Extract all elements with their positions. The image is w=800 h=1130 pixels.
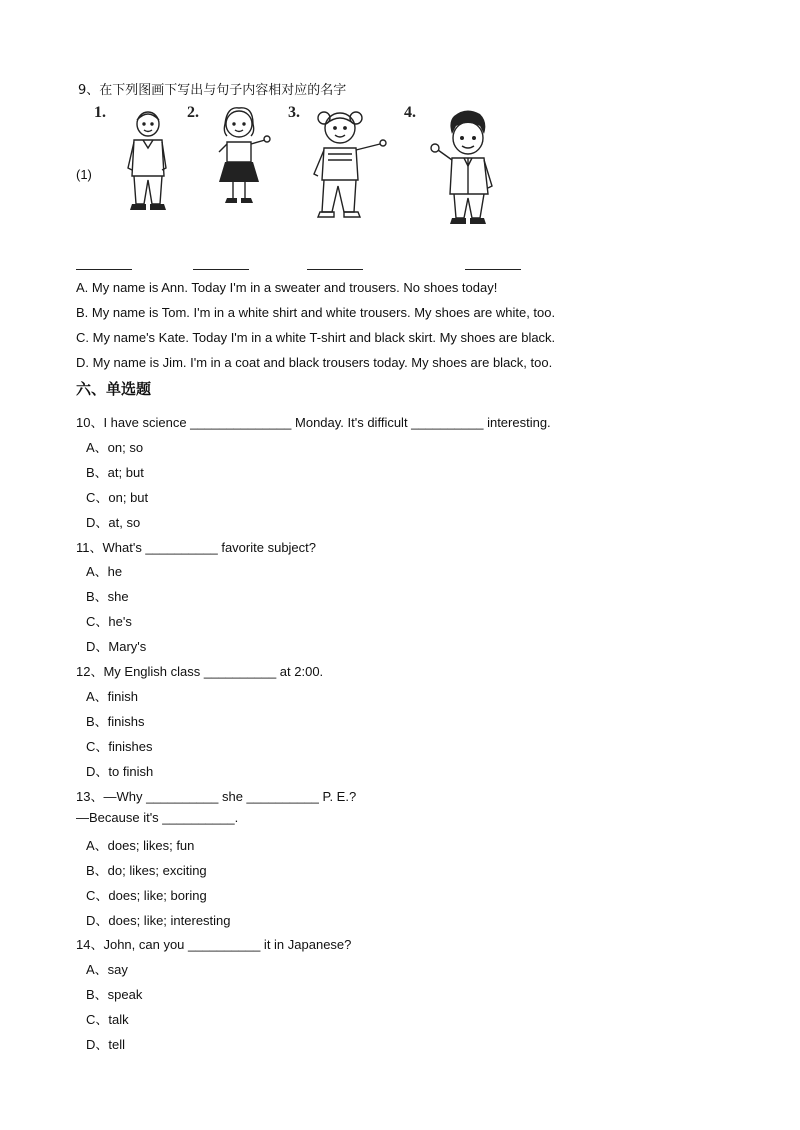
question-10-choice-d[interactable]: D、at, so (86, 515, 141, 530)
question-11-choice-d[interactable]: D、Mary's (86, 639, 147, 654)
question-11-choice-a[interactable]: A、he (86, 564, 123, 579)
question-13-choice-a[interactable]: A、does; likes; fun (86, 838, 195, 853)
q9-option-d: D. My name is Jim. I'm in a coat and black trousers today. My shoes are black, too. (76, 355, 553, 370)
figure-2-number: 2. (187, 104, 199, 121)
figure-2 (187, 104, 277, 222)
answer-blank-3[interactable] (307, 268, 363, 270)
question-10-stem: 10、I have science ______________ Monday. It's difficult __________ interesting. (76, 415, 551, 430)
boy-in-coat-illustration (404, 104, 514, 228)
answer-blank-1[interactable] (76, 268, 132, 270)
figure-3-number: 3. (288, 104, 300, 121)
boy-in-white-shirt-illustration (94, 104, 184, 222)
answer-blank-2[interactable] (193, 268, 249, 270)
question-14-choice-a[interactable]: A、say (86, 962, 128, 977)
sub-question-label: (1) (76, 167, 92, 182)
q9-option-a: A. My name is Ann. Today I'm in a sweater and trousers. No shoes today! (76, 280, 498, 295)
question-12-choice-d[interactable]: D、to finish (86, 764, 154, 779)
question-11-stem: 11、What's __________ favorite subject? (76, 540, 317, 555)
question-13-choice-d[interactable]: D、does; like; interesting (86, 913, 231, 928)
question-10-choice-b[interactable]: B、at; but (86, 465, 144, 480)
section-title: 六、单选题 (76, 380, 152, 398)
question-10-choice-a[interactable]: A、on; so (86, 440, 144, 455)
girl-in-black-skirt-illustration (187, 104, 277, 222)
question-12-choice-a[interactable]: A、finish (86, 689, 139, 704)
figure-3 (288, 104, 398, 224)
question-11-choice-c[interactable]: C、he's (86, 614, 132, 629)
question-11-choice-b[interactable]: B、she (86, 589, 129, 604)
q9-option-b: B. My name is Tom. I'm in a white shirt and white trousers. My shoes are white, too. (76, 305, 556, 320)
question-12-choice-c[interactable]: C、finishes (86, 739, 153, 754)
q9-option-c: C. My name's Kate. Today I'm in a white T-shirt and black skirt. My shoes are black. (76, 330, 556, 345)
question-14-choice-c[interactable]: C、talk (86, 1012, 129, 1027)
question-14-choice-d[interactable]: D、tell (86, 1037, 126, 1052)
question-12-stem: 12、My English class __________ at 2:00. (76, 664, 324, 679)
question-12-choice-b[interactable]: B、finishs (86, 714, 145, 729)
question-13-stem: 13、—Why __________ she __________ P. E.? (76, 789, 357, 804)
question-9-title: 9、在下列图画下写出与句子内容相对应的名字 (78, 83, 347, 98)
figure-1 (94, 104, 184, 222)
question-13-stem-2: —Because it's __________. (76, 810, 239, 825)
figure-4-number: 4. (404, 104, 416, 121)
question-13-choice-b[interactable]: B、do; likes; exciting (86, 863, 207, 878)
question-10-choice-c[interactable]: C、on; but (86, 490, 149, 505)
answer-blank-4[interactable] (465, 268, 521, 270)
figure-4 (404, 104, 514, 228)
figure-1-number: 1. (94, 104, 106, 121)
question-14-choice-b[interactable]: B、speak (86, 987, 143, 1002)
question-14-stem: 14、John, can you __________ it in Japanese? (76, 937, 352, 952)
girl-in-sweater-illustration (288, 104, 398, 224)
question-13-choice-c[interactable]: C、does; like; boring (86, 888, 207, 903)
